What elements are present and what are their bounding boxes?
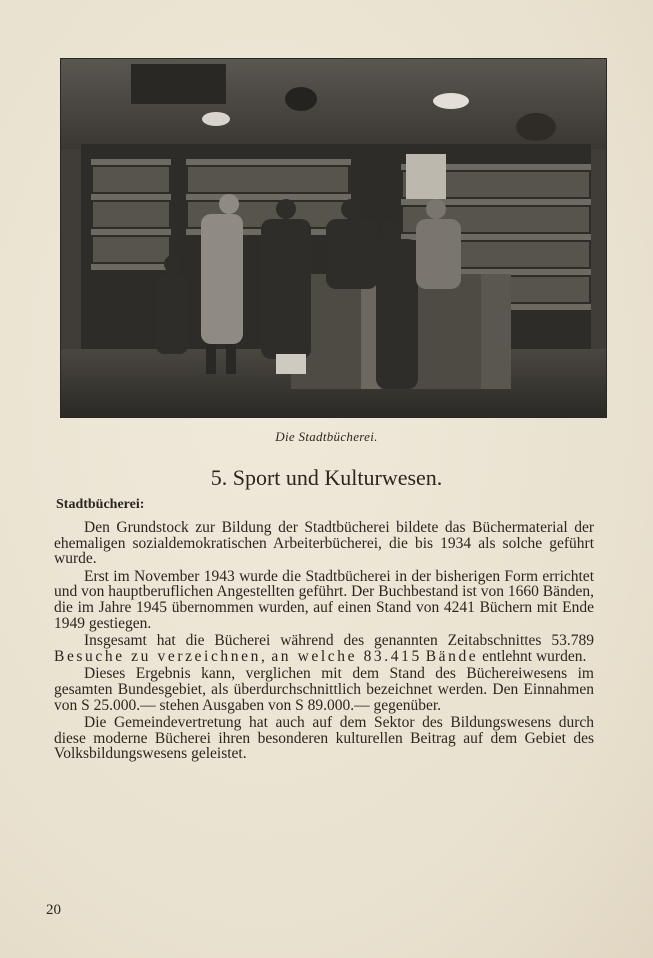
paragraph-3 [54, 633, 594, 664]
section-heading: 5. Sport und Kulturwesen. [210, 465, 443, 490]
photo-caption: Die Stadtbücherei. [275, 429, 378, 444]
subsection-heading: Stadtbücherei: [56, 497, 145, 512]
body-text [54, 520, 594, 764]
paragraph-1: Den Grundstock zur Bildung der Stadtbücherei bildete das Büchermaterial der ehemaligen sozialdemokratischen Arbeiterbücherei, die bis 1934 als solche geführt wurde. [54, 519, 594, 568]
paragraph-3-spaced-visits: Besuche zu verzeichnen, [54, 647, 268, 665]
paragraph-3-spaced-volumes: Bände [425, 647, 479, 665]
paragraph-3-part-e: entlehnt wurden. [482, 647, 587, 665]
library-photo-image [61, 59, 606, 417]
paragraph-3-part-a: Insgesamt hat die Bücherei während des genannten Zeitabschnittes 53.789 [84, 632, 594, 650]
paragraph-4: Dieses Ergebnis kann, verglichen mit dem Stand des Büchereiwesens im gesamten Bundesgebiet, als überdurchschnittlich bezeichnet werden. Den Einnahmen von S 25.000.— stehen Ausgaben von S 89.000.— gegenüber. [54, 665, 594, 714]
page-number: 20 [46, 902, 61, 918]
paragraph-2: Erst im November 1943 wurde die Stadtbücherei in der bisherigen Form errichtet und von hauptberuflichen Angestellten geführt. Der Buchbestand ist von 1660 Bänden, die im Jahre 1945 übernommen wurden, auf einen Stand von 4241 Büchern mit Ende 1949 gestiegen. [54, 567, 594, 632]
paragraph-5: Die Gemeindevertretung hat auch auf dem Sektor des Bildungswesens durch diese moderne Bücherei ihren besonderen kulturellen Beitrag auf dem Gebiet des Volksbildungswesens geleistet. [54, 714, 594, 763]
paragraph-3-spaced-which: an welche 83.415 [271, 647, 422, 665]
library-photo [60, 58, 607, 418]
